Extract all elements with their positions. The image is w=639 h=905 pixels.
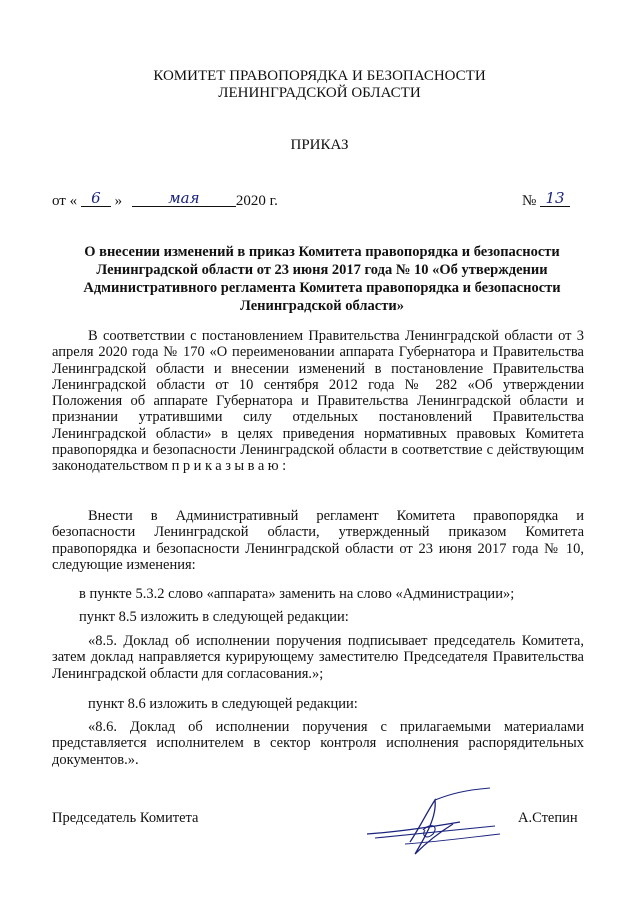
- document-title: О внесении изменений в приказ Комитета правопорядка и безопасности Ленинградской области от 23 июня 2017 года № 10 «Об утверждении Административного регламента Комитета правопорядка и безопасности Ленинградской области»: [83, 244, 561, 314]
- paragraph-change-3: пункт 8.6 изложить в следующей редакции:: [88, 696, 358, 712]
- order-word: приказываю:: [171, 458, 290, 475]
- paragraph-change-1: в пункте 5.3.2 слово «аппарата» заменить на слово «Администрации»;: [79, 586, 515, 602]
- document-type: ПРИКАЗ: [290, 137, 349, 153]
- paragraph-clause-8-6: «8.6. Доклад об исполнении поручения с прилагаемыми материалами представляется исполнителем в сектор контроля исполнения распорядительных документов.».: [52, 719, 584, 768]
- date-month: мая: [168, 189, 200, 207]
- paragraph-preamble: [52, 328, 584, 475]
- signer-name: А.Степин: [518, 810, 578, 826]
- paragraph-clause-8-5: «8.5. Доклад об исполнении поручения подписывает председатель Комитета, затем доклад направляется курирующему заместителю Председателя Правительства Ленинградской области для согласования.»;: [52, 633, 584, 682]
- signer-role: Председатель Комитета: [52, 810, 199, 826]
- number-value: 13: [545, 189, 565, 207]
- date-prefix: от «: [52, 193, 78, 209]
- issuer-header: [0, 68, 639, 102]
- number-prefix: №: [522, 193, 537, 209]
- document-number: [522, 191, 570, 210]
- date-year: 2020 г.: [235, 193, 278, 209]
- paragraph-change-2: пункт 8.5 изложить в следующей редакции:: [79, 609, 349, 625]
- date-day-blank: [81, 191, 111, 207]
- date-day: 6: [91, 189, 101, 207]
- issuer-line-1: КОМИТЕТ ПРАВОПОРЯДКА И БЕЗОПАСНОСТИ: [153, 68, 486, 84]
- date-month-blank: [132, 191, 236, 207]
- handwritten-signature: [365, 782, 505, 862]
- date-line: [52, 191, 278, 210]
- date-mid: »: [114, 193, 123, 209]
- paragraph-amend-intro: Внести в Административный регламент Комитета правопорядка и безопасности Ленинградской области, утвержденный приказом Комитета правопорядка и безопасности Ленинградской области от 23 июня 2017 года № 10, следующие изменения:: [52, 508, 584, 573]
- issuer-line-2: ЛЕНИНГРАДСКОЙ ОБЛАСТИ: [218, 85, 421, 101]
- number-blank: [540, 191, 570, 207]
- preamble-text: В соответствии с постановлением Правительства Ленинградской области от 3 апреля 2020 года № 170 «О переименовании аппарата Губернатора и Правительства Ленинградской области и внесении изменений в постановление Правительства Ленинградской области от 10 сентября 2012 года № 282 «Об утверждении Положения об аппарате Губернатора и Правительства Ленинградской области и признании утратившими силу отдельных постановлений Правительства Ленинградской области» в целях приведения нормативных правовых Комитета правопорядка и безопасности Ленинградской области в соответствие с действующим законодательством: [52, 328, 584, 475]
